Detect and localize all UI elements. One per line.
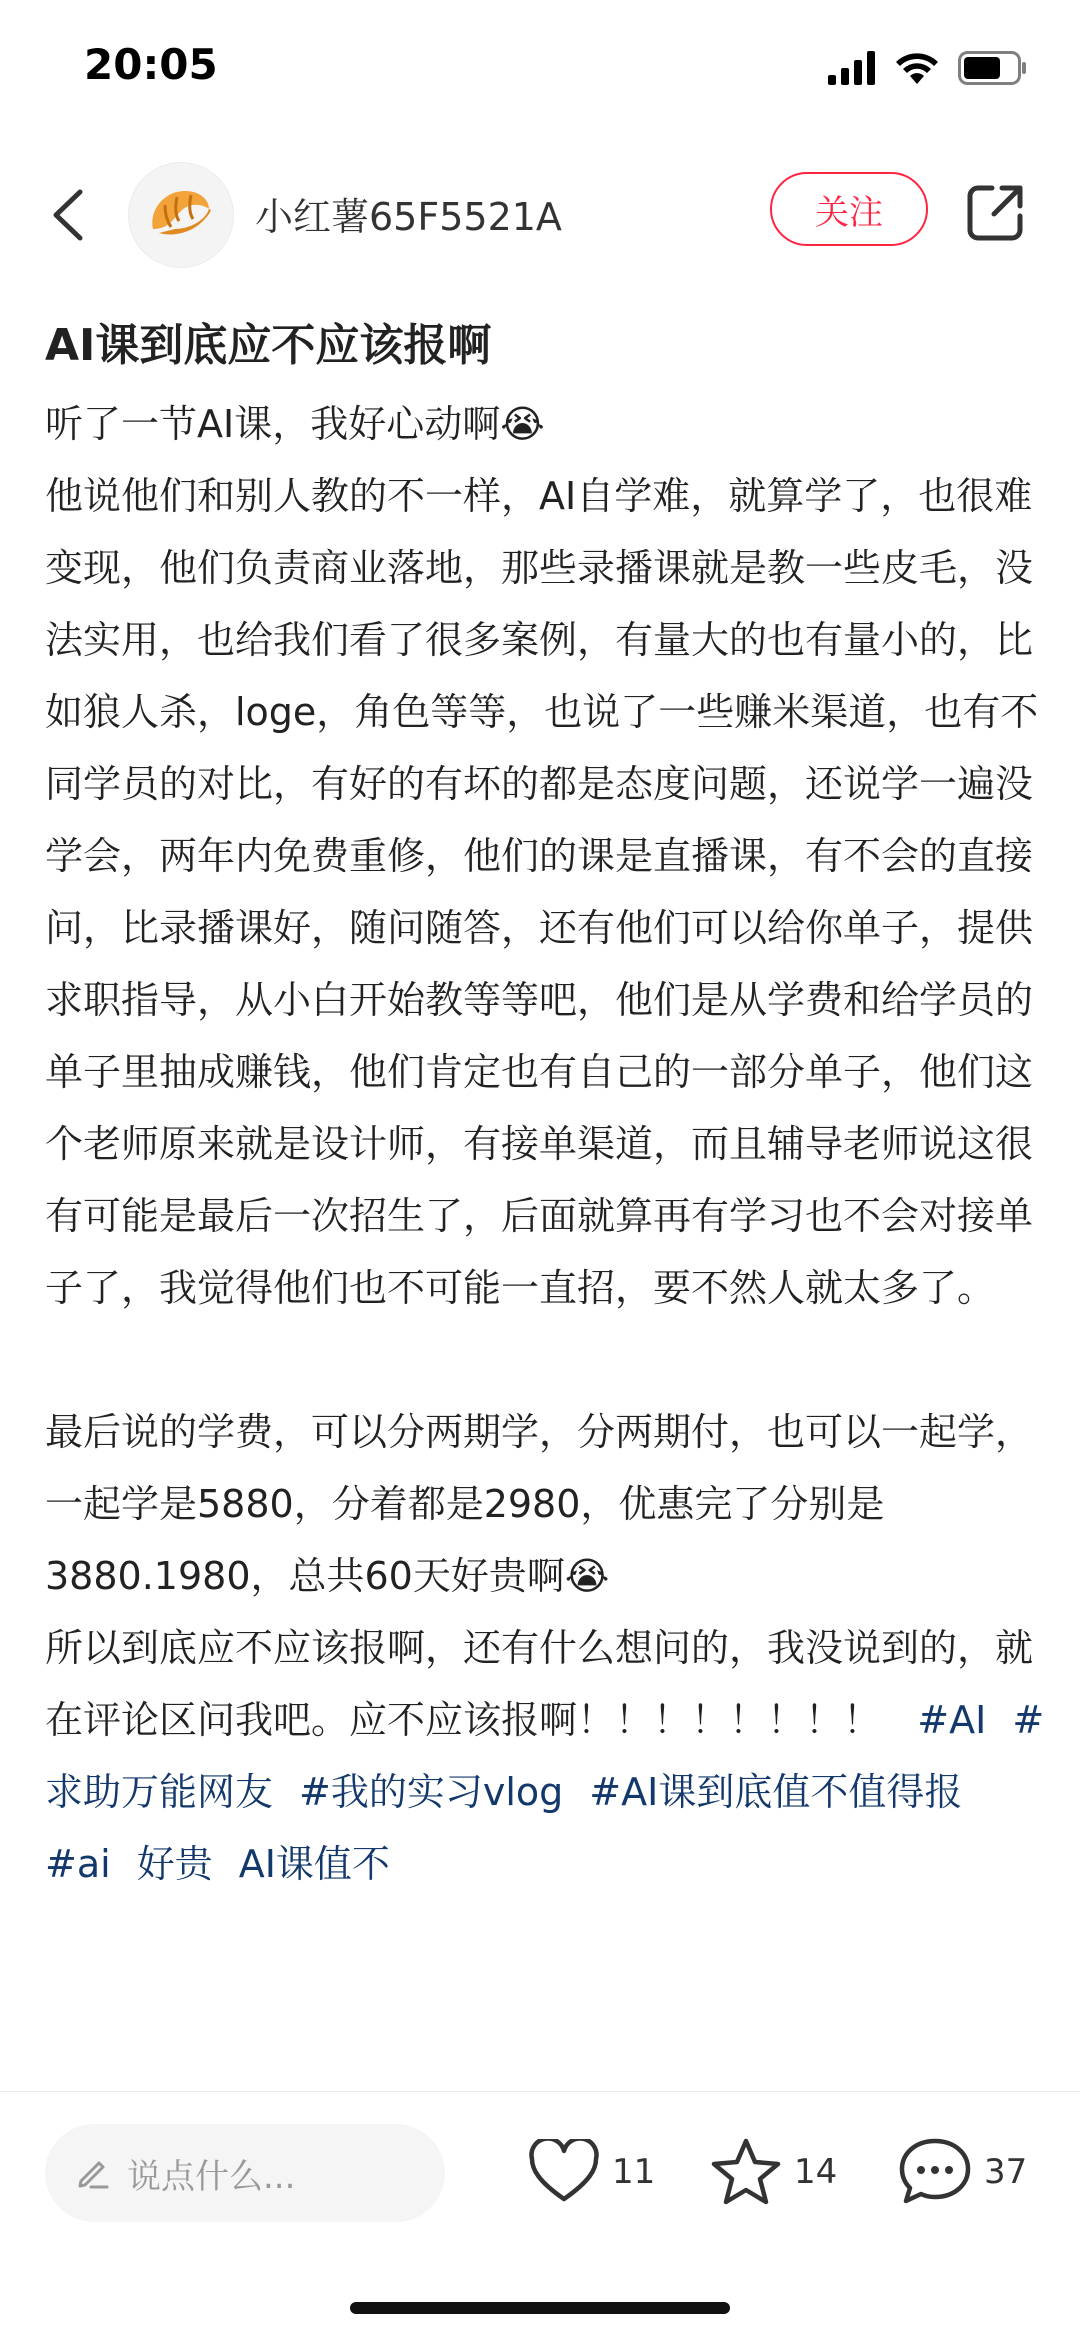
chevron-left-icon bbox=[40, 180, 100, 250]
back-button[interactable] bbox=[40, 180, 100, 250]
favorite-button[interactable] bbox=[710, 2132, 837, 2212]
bottom-action-bar bbox=[0, 2091, 1080, 2338]
status-bar bbox=[0, 0, 1080, 135]
author-avatar[interactable] bbox=[128, 162, 234, 268]
post-tag[interactable]: #ai bbox=[45, 1842, 111, 1886]
comment-input[interactable] bbox=[45, 2124, 445, 2222]
post-tag[interactable]: #AI bbox=[917, 1698, 987, 1742]
comment-bubble-icon bbox=[898, 2137, 972, 2207]
post-tag[interactable]: #AI课到底值不值得报 bbox=[589, 1770, 963, 1814]
post-body-text: 听了一节AI课，我好心动啊😭 他说他们和别人教的不一样，AI自学难，就算学了，也很难变现，他们负责商业落地，那些录播课就是教一些皮毛，没法实用，也给我们看了很多案例，有量大的也有量小的，比如狼人杀，loge，角色等等，也说了一些赚米渠道，也有不同学员的对比，有好的有坏的都是态度问题，还说学一遍没学会，两年内免费重修，他们的课是直播课，有不会的直接问，比录播课好，随问随答，还有他们可以给你单子，提供求职指导，从小白开始教等等吧，他们是从学费和给学员的单子里抽成赚钱，他们肯定也有自己的一部分单子，他们这个老师原来就是设计师，有接单渠道，而且辅导老师说这很有可能是最后一次招生了，后面就算再有学习也不会对接单子了，我觉得他们也不可能一直招，要不然人就太多了。 最后说的学费，可以分两期学，分两期付，也可以一起学，一起学是5880，分着都是2980，优惠完了分别是3880.1980，总共60天好贵啊😭 所以到底应不应该报啊，还有什么想问的，我没说到的，就在评论区问我吧。应不应该报啊！！！！！！！！ bbox=[45, 402, 1039, 1742]
pencil-icon bbox=[75, 2155, 111, 2191]
battery-icon bbox=[958, 51, 1028, 85]
post-tag[interactable]: #求助万能网友 bbox=[45, 1698, 1045, 1814]
share-button[interactable] bbox=[964, 180, 1028, 244]
croissant-icon bbox=[129, 163, 233, 267]
star-icon bbox=[710, 2137, 782, 2207]
post-tag[interactable]: #我的实习vlog bbox=[299, 1770, 564, 1814]
share-icon bbox=[964, 180, 1028, 244]
post-title: AI课到底应不应该报啊 bbox=[45, 320, 492, 371]
comment-button[interactable] bbox=[898, 2132, 1027, 2212]
post-body bbox=[45, 388, 1045, 1900]
author-name[interactable]: 小红薯65F5521A bbox=[255, 195, 562, 239]
favorite-count: 14 bbox=[794, 2152, 838, 2192]
wifi-icon bbox=[894, 50, 940, 86]
cellular-signal-icon bbox=[828, 51, 876, 85]
home-indicator bbox=[350, 2302, 730, 2314]
nav-bar bbox=[0, 150, 1080, 280]
post-content bbox=[45, 318, 1045, 2091]
comment-placeholder: 说点什么... bbox=[127, 2156, 296, 2197]
status-time: 20:05 bbox=[84, 40, 218, 89]
post-tag[interactable]: 好贵 bbox=[136, 1842, 213, 1886]
like-button[interactable] bbox=[528, 2132, 655, 2212]
like-count: 11 bbox=[612, 2152, 656, 2192]
heart-icon bbox=[528, 2139, 600, 2205]
post-tag[interactable]: AI课值不 bbox=[238, 1842, 390, 1886]
follow-button[interactable]: 关注 bbox=[770, 172, 928, 246]
comment-count: 37 bbox=[984, 2152, 1028, 2192]
status-icons bbox=[828, 44, 1028, 92]
